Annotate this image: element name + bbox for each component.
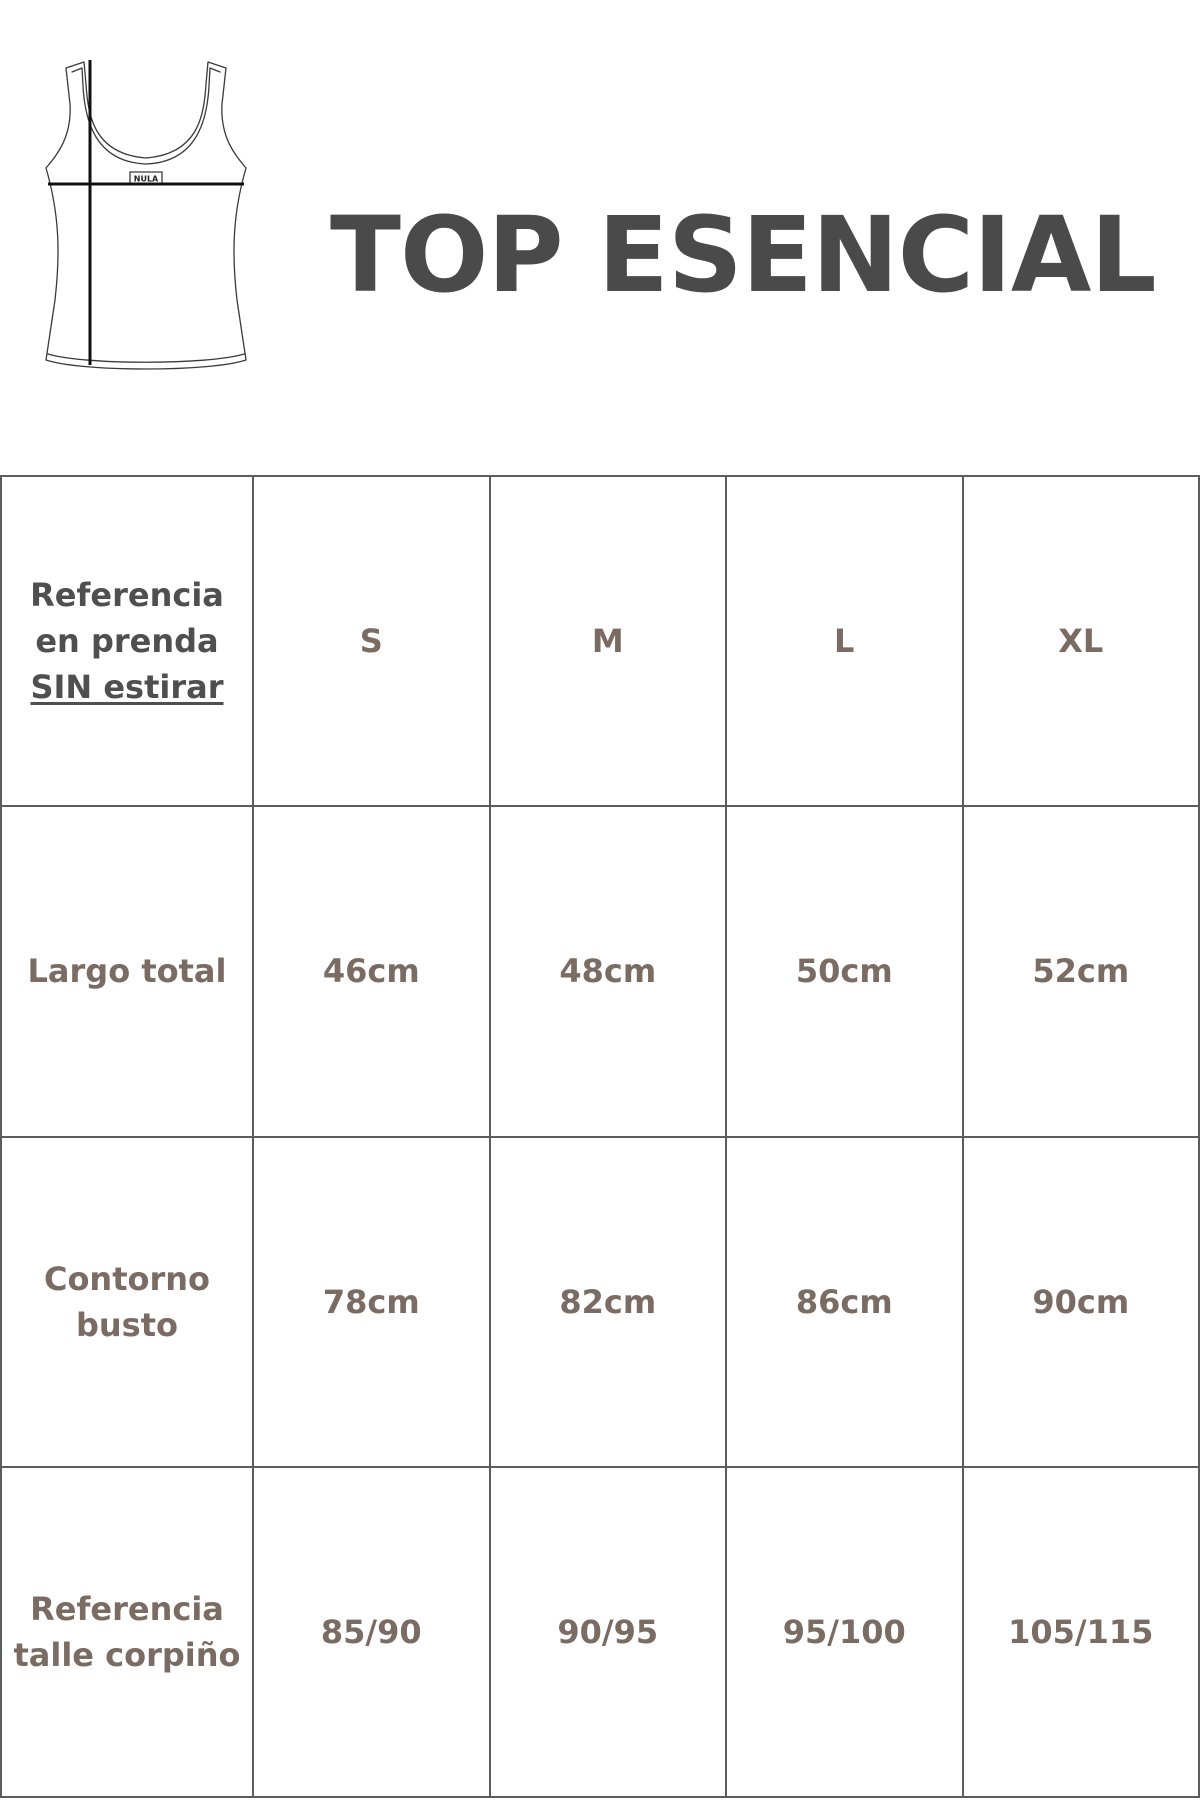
row-label-line1: Contorno xyxy=(43,1259,211,1298)
row-label-contorno-busto xyxy=(1,1137,253,1467)
size-header-l: L xyxy=(726,476,963,806)
table-cell: 82cm xyxy=(490,1137,727,1467)
table-row xyxy=(1,1137,1199,1467)
table-cell: 46cm xyxy=(253,806,490,1136)
row-label-referencia-talle xyxy=(1,1467,253,1797)
table-cell: 95/100 xyxy=(726,1467,963,1797)
reference-header-line2: en prenda xyxy=(35,622,219,661)
row-label-line2: busto xyxy=(75,1305,178,1344)
table-cell: 52cm xyxy=(963,806,1200,1136)
row-label-line1: Referencia xyxy=(30,1589,224,1628)
row-label-line2: talle corpiño xyxy=(13,1635,241,1674)
row-label-largo-total xyxy=(1,806,253,1136)
table-row xyxy=(1,806,1199,1136)
garment-label: NULA xyxy=(133,174,159,184)
table-cell: 90cm xyxy=(963,1137,1200,1467)
table-cell: 85/90 xyxy=(253,1467,490,1797)
table-cell: 48cm xyxy=(490,806,727,1136)
table-cell: 86cm xyxy=(726,1137,963,1467)
row-label-line1: Largo total xyxy=(27,952,227,991)
table-cell: 50cm xyxy=(726,806,963,1136)
tank-top-illustration xyxy=(36,56,256,386)
reference-header-line1: Referencia xyxy=(30,576,224,615)
size-chart-table xyxy=(0,475,1200,1798)
table-cell: 105/115 xyxy=(963,1467,1200,1797)
reference-header-cell xyxy=(1,476,253,806)
reference-header-line3: SIN estirar xyxy=(30,668,224,707)
size-header-xl: XL xyxy=(963,476,1200,806)
page-title: TOP ESENCIAL xyxy=(330,194,1156,316)
table-row xyxy=(1,1467,1199,1797)
size-header-s: S xyxy=(253,476,490,806)
table-header-row xyxy=(1,476,1199,806)
size-header-m: M xyxy=(490,476,727,806)
table-cell: 78cm xyxy=(253,1137,490,1467)
table-cell: 90/95 xyxy=(490,1467,727,1797)
